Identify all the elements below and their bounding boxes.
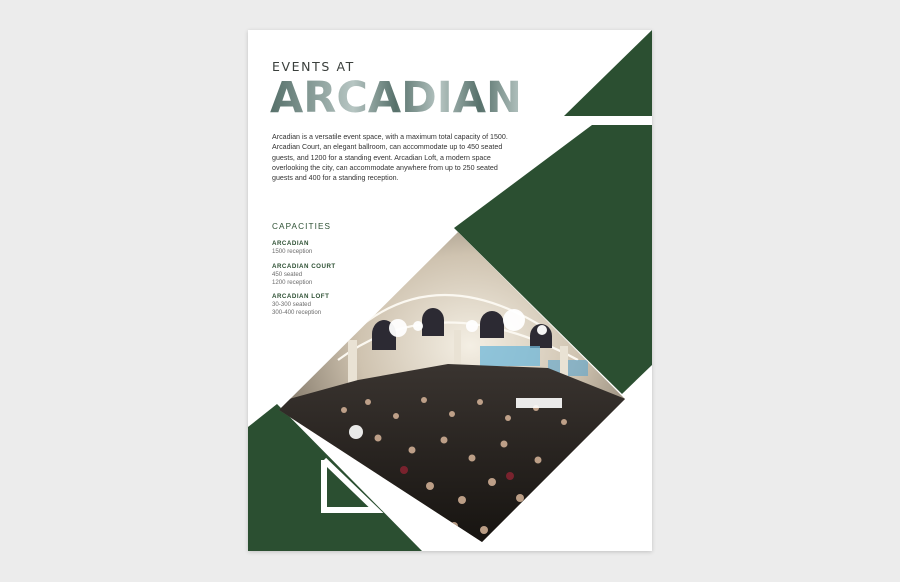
capacity-name: ARCADIAN (272, 240, 309, 247)
capacity-name: ARCADIAN LOFT (272, 293, 330, 301)
title-text: ARCADIAN (270, 76, 522, 116)
capacity-item (272, 263, 382, 287)
capacity-detail: 30-300 seated (272, 301, 311, 309)
capacity-name: ARCADIAN COURT (272, 262, 336, 270)
top-right-green-triangle (564, 30, 652, 116)
capacity-detail: 1500 reception (272, 248, 313, 255)
brochure-page (248, 30, 652, 551)
capacities-list (272, 240, 382, 324)
kicker-text: EVENTS AT (272, 59, 355, 74)
capacity-item (272, 293, 382, 317)
arcadian-wordmark (270, 76, 560, 116)
capacity-detail: 1200 reception (272, 278, 313, 286)
capacity-detail: 450 seated (272, 270, 303, 278)
capacity-detail: 300-400 reception (272, 309, 322, 317)
capacity-item (272, 240, 382, 256)
capacities-heading: CAPACITIES (272, 222, 332, 231)
intro-paragraph: Arcadian is a versatile event space, with a maximum total capacity of 1500. Arcadian Court, an elegant ballroom, can accommodate up to 450 seated guests, and 1200 for a standing event. Arcadian Loft, a modern space overlooking the city, can accommodate anywhere from up to 250 seated guests and 400 for a standing reception. (272, 133, 508, 183)
